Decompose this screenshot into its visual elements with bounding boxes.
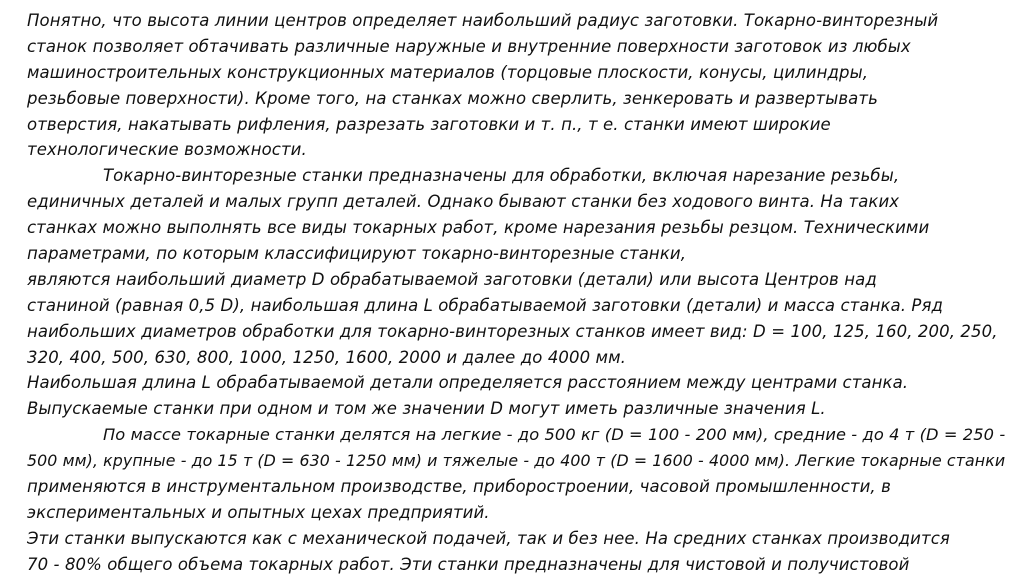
text-line: единичных деталей и малых групп деталей. Однако бывают станки без ходового винта. На таких (27, 192, 900, 212)
text-line: Выпускаемые станки при одном и том же значении D могут иметь различные значения L. (27, 399, 826, 419)
text-line: экспериментальных и опытных цехах предприятий. (27, 502, 490, 522)
text-line: технологические возможности. (27, 140, 307, 160)
text-line: станиной (равная 0,5 D), наибольшая длина L обрабатываемой заготовки (детали) и масса станка. Ряд (27, 295, 944, 315)
text-line: наибольших диаметров обработки для токарно-винторезных станков имеет вид: D = 100, 125, 160, 200, 250, (27, 321, 998, 341)
text-line: Эти станки выпускаются как с механической подачей, так и без нее. На средних станках производится (27, 528, 950, 548)
text-line: 320, 400, 500, 630, 800, 1000, 1250, 1600, 2000 и далее до 4000 мм. (27, 347, 626, 367)
text-line: машиностроительных конструкционных материалов (торцовые плоскости, конусы, цилиндры, (27, 62, 869, 82)
text-line: являются наибольший диаметр D обрабатываемой заготовки (детали) или высота Центров над (27, 269, 877, 289)
text-line: применяются в инструментальном производстве, приборостроении, часовой промышленности, в (27, 477, 891, 497)
text-line: параметрами, по которым классифицируют токарно-винторезные станки, (27, 244, 687, 264)
text-line: 500 мм), крупные - до 15 т (D = 630 - 1250 мм) и тяжелые - до 400 т (D = 1600 - 4000 мм). Легкие токарные станки (27, 451, 1006, 471)
text-line: Токарно-винторезные станки предназначены для обработки, включая нарезание резьбы, (103, 166, 900, 186)
text-line: станках можно выполнять все виды токарных работ, кроме нарезания резьбы резцом. Техническими (27, 218, 930, 238)
text-line: станок позволяет обтачивать различные наружные и внутренние поверхности заготовок из любых (27, 36, 911, 56)
text-line: Наибольшая длина L обрабатываемой детали определяется расстоянием между центрами станка. (27, 373, 909, 393)
text-line: резьбовые поверхности). Кроме того, на станках можно сверлить, зенкеровать и развертывать (27, 88, 878, 108)
text-line: Понятно, что высота линии центров определяет наибольший радиус заготовки. Токарно-винторезный (27, 11, 939, 30)
text-line: По массе токарные станки делятся на легкие - до 500 кг (D = 100 - 200 мм), средние - до 4 т (D = 250 - (103, 425, 1006, 445)
text-line: отверстия, накатывать рифления, разрезать заготовки и т. п., т е. станки имеют широкие (27, 114, 831, 134)
text-line: 70 - 80% общего объема токарных работ. Эти станки предназначены для чистовой и получистовой (27, 554, 910, 574)
